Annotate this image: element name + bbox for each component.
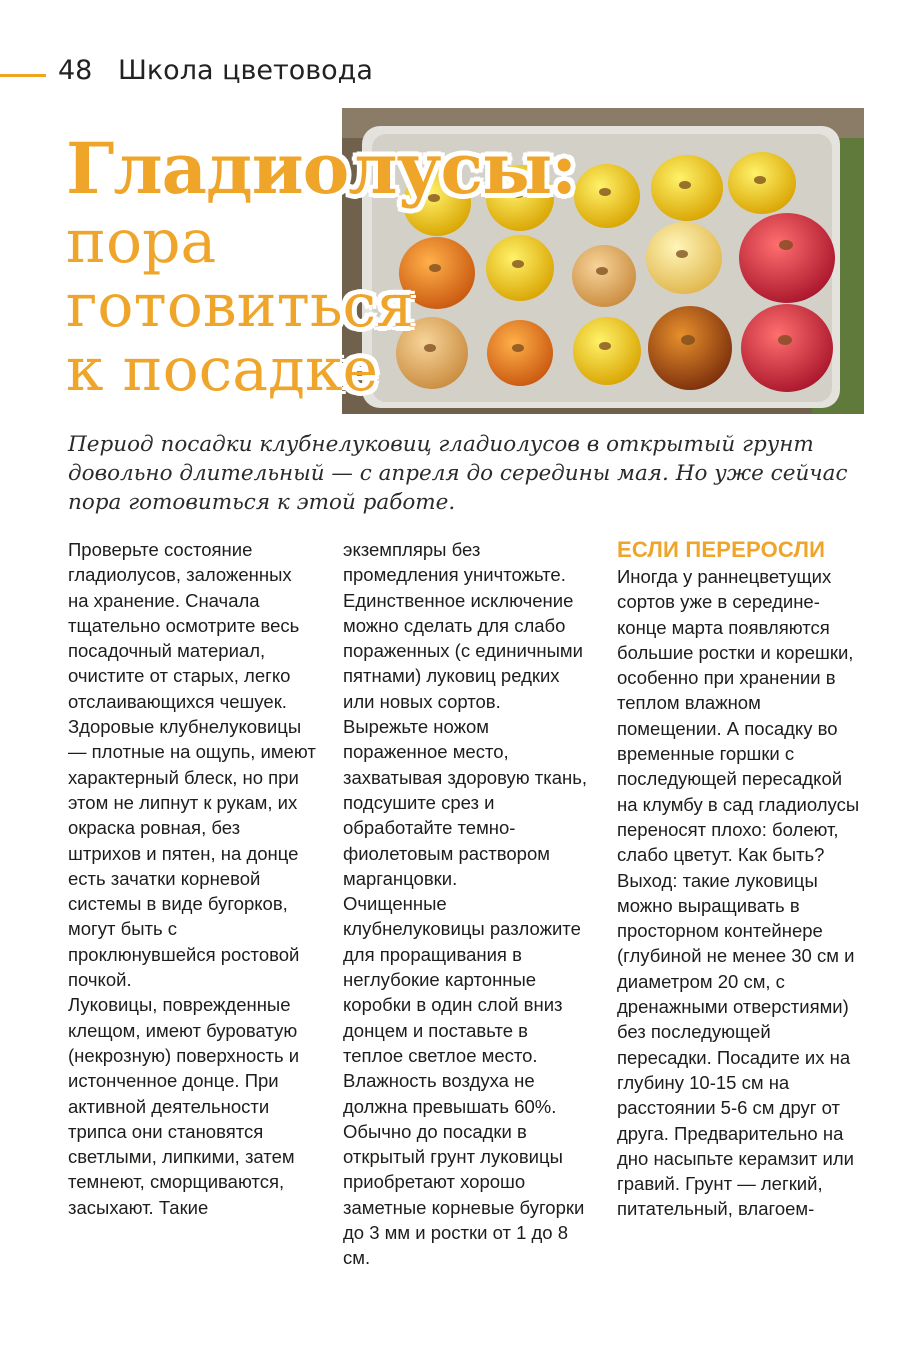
page-number: 48: [58, 55, 93, 86]
paragraph: Выход: такие луковицы можно выращивать в просторном контейнере (глубиной не менее 30 см и диаметром 20 см, с дренажными отверстиями) без последующей пересадки. Посадите их на глубину 10-15 см на расстоянии 5-6 см друг от друга. Предварительно на дно насыпьте керамзит или гравий. Грунт — легкий, питательный, влагоем-: [617, 869, 855, 1220]
body-column-1: [68, 537, 316, 1220]
paragraph: Луковицы, поврежденные клещом, имеют буроватую (некрозную) поверхность и истонченное донце. При активной деятельности трипса они становятся светлыми, липкими, затем темнеют, сморщиваются, засыхают. Такие: [68, 994, 300, 1218]
title-sub-line-3: к посадке: [66, 335, 379, 405]
sidebar-column: [617, 564, 865, 1222]
article-title: [66, 127, 626, 405]
sidebar-heading: ЕСЛИ ПЕРЕРОСЛИ: [617, 537, 826, 562]
body-column-2: [343, 537, 591, 1271]
paragraph: Иногда у раннецветущих сортов уже в середине-конце марта появляются большие ростки и корешки, особенно при хранении в теплом влажном помещении. А посадку во временные горшки с последующей пересадкой на клумбу в сад гладиолусы переносят плохо: болеют, слабо цветут. Как быть?: [617, 566, 860, 866]
lead-paragraph: Период посадки клубнелуковиц гладиолусов в открытый грунт довольно длительный — с апреля до середины мая. Но уже сейчас пора готовиться к этой работе.: [68, 432, 848, 515]
header-accent-rule: [0, 74, 46, 77]
title-sub-line-1: пора: [66, 207, 217, 277]
paragraph: Проверьте состояние гладиолусов, заложенных на хранение. Сначала тщательно осмотрите весь посадочный материал, очистите от старых, легко отслаивающихся чешуек. Здоровые клубнелуковицы — плотные на ощупь, имеют характерный блеск, но при этом не липнут к рукам, их окраска ровная, без штрихов и пятен, на донце есть зачатки корневой системы в виде бугорков, могут быть с проклюнувшейся ростовой почкой.: [68, 539, 316, 991]
title-main: Гладиолусы:: [66, 127, 577, 210]
paragraph: экземпляры без промедления уничтожьте. Единственное исключение можно сделать для слабо пораженных (с единичными пятнами) луковиц редких или новых сортов. Вырежьте ножом пораженное место, захватывая здоровую ткань, подсушите срез и обработайте темно-фиолетовым раствором марганцовки.: [343, 539, 588, 889]
section-title: Школа цветовода: [118, 55, 373, 86]
paragraph: Очищенные клубнелуковицы разложите для проращивания в неглубокие картонные коробки в один слой вниз донцем и поставьте в теплое светлое место. Влажность воздуха не должна превышать 60%. Обычно до посадки в открытый грунт луковицы приобретают хорошо заметные корневые бугорки до 3 мм и ростки от 1 до 8 см.: [343, 893, 585, 1269]
title-sub-line-2: готовиться: [66, 271, 414, 341]
